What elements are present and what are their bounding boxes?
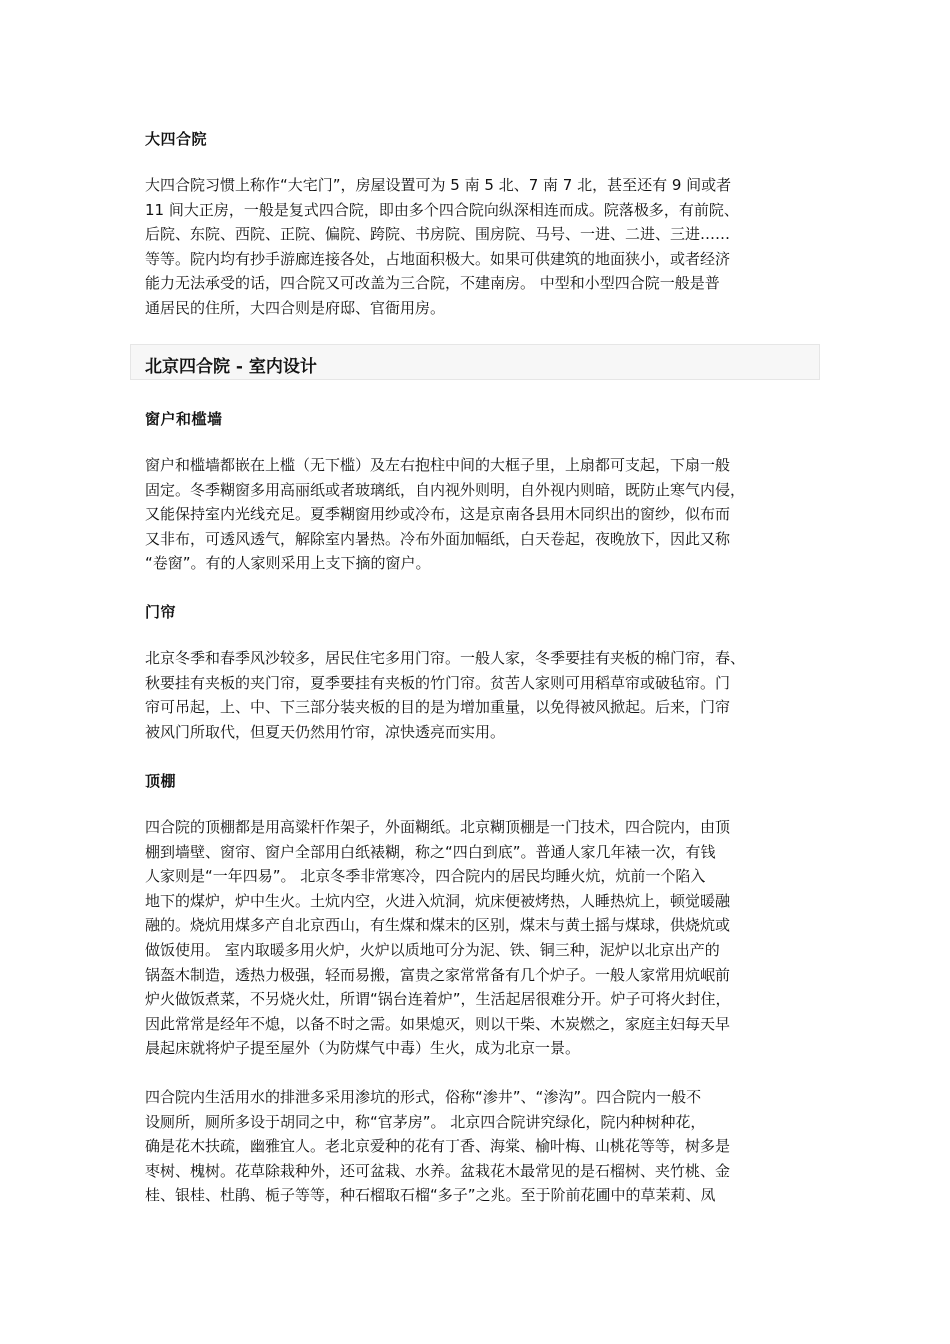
text-line: 设厕所，厕所多设于胡同之中，称“官茅房”。 北京四合院讲究绿化，院内种树种花， xyxy=(145,1112,706,1131)
heading-windows: 窗户和槛墙 xyxy=(145,410,223,428)
text-line: 融的。烧炕用煤多产自北京西山，有生煤和煤末的区别，煤末与黄土摇与煤球，供烧炕或 xyxy=(145,916,731,935)
text-line: 秋要挂有夹板的夹门帘，夏季要挂有夹板的竹门帘。贫苦人家则可用稻草帘或破毡帘。门 xyxy=(145,673,731,692)
text-line: 又非布，可透风透气，解除室内暑热。冷布外面加幅纸，白天卷起，夜晚放下，因此又称 xyxy=(145,529,731,548)
section-title: 北京四合院 - 室内设计 xyxy=(145,357,317,377)
text-line: 固定。冬季糊窗多用高丽纸或者玻璃纸，自内视外则明，自外视内则暗，既防止寒气内侵， xyxy=(145,480,746,499)
text-line: 炉火做饭煮菜，不另烧火灶，所谓“锅台连着炉”，生活起居很难分开。炉子可将火封住， xyxy=(145,990,731,1009)
paragraph-ceiling xyxy=(145,815,815,1061)
text-line: “卷窗”。有的人家则采用上支下摘的窗户。 xyxy=(145,554,431,573)
paragraph-windows xyxy=(145,453,815,576)
heading-door-curtain: 门帘 xyxy=(145,603,177,621)
text-line: 桂、银桂、杜鹃、栀子等等，种石榴取石榴“多子”之兆。至于阶前花圃中的草茉莉、凤 xyxy=(145,1186,716,1205)
paragraph-drainage-greenery xyxy=(145,1085,815,1208)
text-line: 确是花木扶疏，幽雅宜人。老北京爱种的花有丁香、海棠、榆叶梅、山桃花等等，树多是 xyxy=(145,1137,731,1156)
text-line: 等等。院内均有抄手游廊连接各处，占地面积极大。如果可供建筑的地面狭小，或者经济 xyxy=(145,249,731,268)
section-header xyxy=(130,344,820,380)
text-line: 人家则是“一年四易”。 北京冬季非常寒冷，四合院内的居民均睡火炕，炕前一个陷入 xyxy=(145,867,706,886)
text-line: 通居民的住所，大四合则是府邸、官衙用房。 xyxy=(145,298,446,317)
text-line: 又能保持室内光线充足。夏季糊窗用纱或冷布，这是京南各县用木同织出的窗纱，似布而 xyxy=(145,505,731,524)
heading-da-siheyuan: 大四合院 xyxy=(145,130,208,148)
text-line: 做饭使用。 室内取暖多用火炉，火炉以质地可分为泥、铁、铜三种，泥炉以北京出产的 xyxy=(145,940,720,959)
paragraph-door-curtain xyxy=(145,646,815,744)
text-line: 因此常常是经年不熄，以备不时之需。如果熄灭，则以干柴、木炭燃之，家庭主妇每天早 xyxy=(145,1014,731,1033)
text-line: 北京冬季和春季风沙较多，居民住宅多用门帘。一般人家，冬季要挂有夹板的棉门帘，春、 xyxy=(145,649,746,667)
paragraph-da-siheyuan xyxy=(145,173,815,321)
text-line: 后院、东院、西院、正院、偏院、跨院、书房院、围房院、马号、一进、二进、三进…… xyxy=(145,225,731,244)
text-line: 11 间大正房，一般是复式四合院，即由多个四合院向纵深相连而成。院落极多，有前院、 xyxy=(145,200,739,219)
heading-ceiling: 顶棚 xyxy=(145,772,177,790)
text-line: 枣树、槐树。花草除栽种外，还可盆栽、水养。盆栽花木最常见的是石榴树、夹竹桃、金 xyxy=(145,1161,731,1180)
text-line: 四合院的顶棚都是用高粱杆作架子，外面糊纸。北京糊顶棚是一门技术，四合院内，由顶 xyxy=(145,818,731,836)
text-line: 晨起床就将炉子提至屋外（为防煤气中毒）生火，成为北京一景。 xyxy=(145,1039,581,1058)
text-line: 能力无法承受的话，四合院又可改盖为三合院，不建南房。 中型和小型四合院一般是普 xyxy=(145,274,720,293)
text-line: 被风门所取代，但夏天仍然用竹帘，凉快透亮而实用。 xyxy=(145,722,506,741)
text-line: 帘可吊起，上、中、下三部分装夹板的目的是为增加重量，以免得被风掀起。后来，门帘 xyxy=(145,698,731,717)
text-line: 棚到墙壁、窗帘、窗户全部用白纸裱糊，称之“四白到底”。普通人家几年裱一次，有钱 xyxy=(145,842,716,861)
text-line: 地下的煤炉，炉中生火。土炕内空，火进入炕洞，炕床便被烤热，人睡热炕上，顿觉暖融 xyxy=(145,891,731,910)
text-line: 锅盔木制造，透热力极强，轻而易搬，富贵之家常常备有几个炉子。一般人家常用炕岷前 xyxy=(145,965,731,984)
text-line: 大四合院习惯上称作“大宅门”，房屋设置可为 5 南 5 北、7 南 7 北，甚至还有 9 间或者 xyxy=(145,176,732,194)
text-line: 窗户和槛墙都嵌在上槛（无下槛）及左右抱柱中间的大框子里，上扇都可支起，下扇一般 xyxy=(145,456,731,474)
text-line: 四合院内生活用水的排泄多采用渗坑的形式，俗称“渗井”、“渗沟”。四合院内一般不 xyxy=(145,1088,702,1106)
